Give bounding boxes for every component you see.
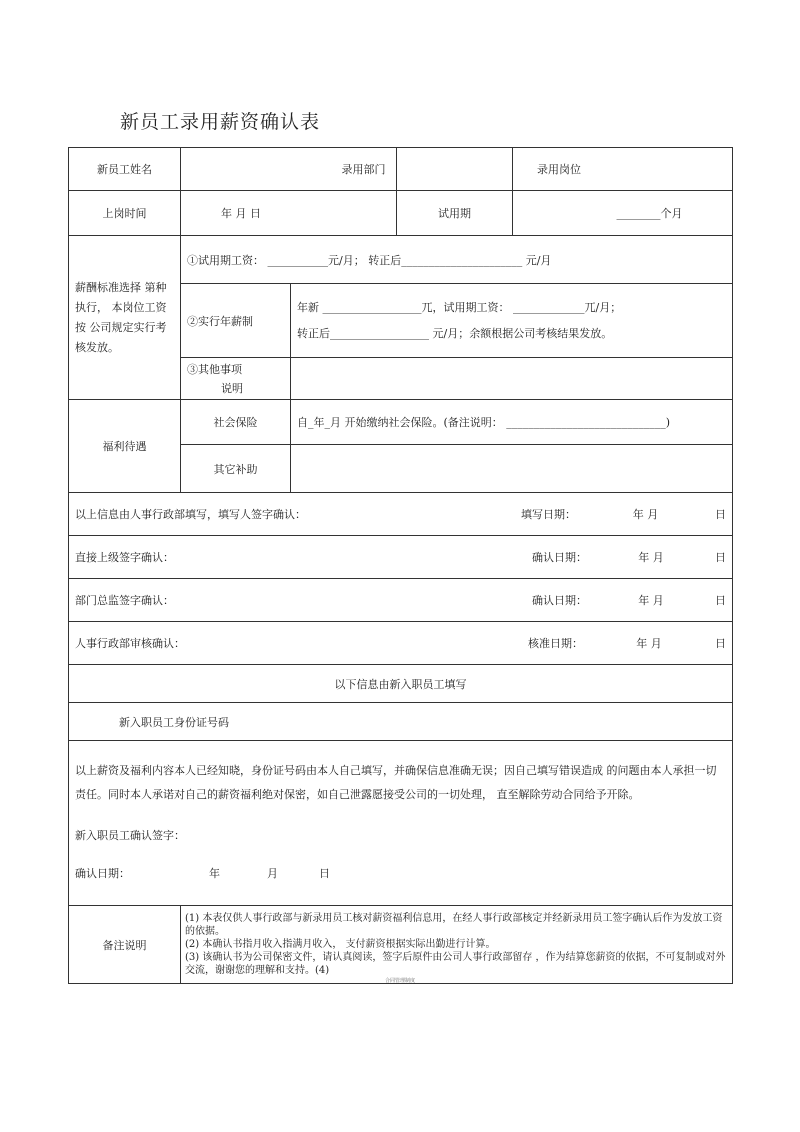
- id-number-row[interactable]: [69, 703, 733, 741]
- confirm-date-d: 日: [715, 594, 726, 607]
- confirm-date-label: 确认日期：: [532, 594, 587, 607]
- remark-item-1: (1) 本表仅供人事行政部与新录用员工核对薪资福利信息用，在经人事行政部核定并经新录用员工签字确认后作为发放工资的依据。: [185, 913, 723, 937]
- other-items-desc: 说明: [221, 381, 243, 395]
- id-number-label: 新入职员工身份证号码: [119, 715, 229, 729]
- confirm-row-director[interactable]: [69, 579, 733, 622]
- confirm-row-hr-review[interactable]: [69, 622, 733, 665]
- salary-option-3-label: [181, 358, 291, 400]
- salary-label: 薪酬标准选择 第种执行， 本岗位工资按 公司规定实行考核发放。: [69, 236, 181, 400]
- confirm-date: [532, 549, 726, 565]
- confirm-date-label: 确认日期：: [532, 551, 587, 564]
- salary-option-1[interactable]: ①试用期工资： ___________元/月； 转正后______________________ 元/月: [181, 236, 733, 284]
- dept-label: 录用部门: [341, 163, 386, 176]
- confirm-date: [532, 592, 726, 608]
- post-label: 录用岗位: [537, 163, 581, 176]
- confirm-date-label: 确认日期：: [75, 867, 130, 880]
- post-cell[interactable]: [513, 148, 733, 191]
- employee-statement-cell[interactable]: [69, 741, 733, 906]
- confirm-date-d: 日: [715, 508, 726, 521]
- dept-input[interactable]: [397, 148, 513, 191]
- welfare-label: 福利待遇: [69, 400, 181, 493]
- confirm-left: 人事行政部审核确认：: [75, 637, 185, 650]
- confirm-date-d: 日: [715, 551, 726, 564]
- remarks-content: [181, 906, 733, 984]
- other-items-label: ③其他事项: [187, 362, 242, 376]
- confirm-date-d: 日: [715, 637, 726, 650]
- trial-months[interactable]: ________个月: [513, 191, 733, 236]
- other-allowance-label: 其它补助: [181, 445, 291, 493]
- salary-form-table: [68, 147, 733, 984]
- confirm-date: [528, 635, 726, 651]
- name-dept-cell[interactable]: [181, 148, 397, 191]
- confirm-row-supervisor[interactable]: [69, 536, 733, 579]
- employee-sign-label: 新入职员工确认签字：: [75, 829, 185, 842]
- remark-item-3: (3) 该确认书为公司保密文件，请认真阅读，签字后原件由公司人事行政部留存 ，作为结算您薪资的依据，不可复制或对外交流，谢谢您的理解和支持。(4): [185, 952, 726, 976]
- other-items-input[interactable]: [291, 358, 733, 400]
- remark-item-2: (2) 本确认书指月收入指满月收入， 支付薪资根据实际出勤进行计算。: [185, 939, 496, 950]
- confirm-left: 部门总监签字确认：: [75, 594, 174, 607]
- social-insurance-label: 社会保险: [181, 400, 291, 445]
- name-label: 新员工姓名: [69, 148, 181, 191]
- remarks-label: 备注说明: [69, 906, 181, 984]
- confirm-day: 日: [319, 867, 330, 880]
- confirm-date-ym: 年 月: [636, 637, 662, 650]
- confirm-date-label: 填写日期：: [521, 508, 576, 521]
- confirm-date-ym: 年 月: [638, 551, 664, 564]
- social-insurance-text[interactable]: 自_年_月 开始缴纳社会保险。(备注说明： _____________________________): [291, 400, 733, 445]
- footer-text: 合同管理制度: [384, 978, 415, 984]
- confirm-left: 直接上级签字确认：: [75, 551, 174, 564]
- annual-salary-line-1: 年新 __________________兀，试用期工资： _____________兀/月；: [297, 300, 622, 314]
- confirm-year: 年: [209, 867, 220, 880]
- confirm-date-line: [75, 865, 726, 881]
- confirm-date-label: 核准日期：: [528, 637, 583, 650]
- confirm-left: 以上信息由人事行政部填写，填写人签字确认：: [75, 508, 306, 521]
- confirm-date-ym: 年 月: [632, 508, 659, 521]
- employee-section-header: 以下信息由新入职员工填写: [69, 665, 733, 703]
- annual-salary-line-2: 转正后__________________ 元/月；余额根据公司考核结果发放。: [297, 326, 613, 340]
- employee-statement: 以上薪资及福利内容本人已经知晓，身份证号码由本人自己填写，并确保信息准确无误；因自己填写错误造成 的问题由本人承担一切责任。同时本人承诺对自己的薪资福利绝对保密，如自己泄露愿接受公司的一切处理， 直至解除劳动合同给予开除。: [75, 764, 717, 801]
- start-label: 上岗时间: [69, 191, 181, 236]
- form-title: 新员工录用薪资确认表: [120, 111, 321, 133]
- confirm-month: 月: [267, 867, 278, 880]
- salary-option-2-detail[interactable]: [291, 284, 733, 358]
- confirm-date-ym: 年 月: [638, 594, 664, 607]
- confirm-row-hr-filler[interactable]: [69, 493, 733, 536]
- salary-option-2-label: ②实行年薪制: [181, 284, 291, 358]
- confirm-date: [521, 506, 726, 522]
- trial-label: 试用期: [397, 191, 513, 236]
- start-date[interactable]: 年 月 日: [181, 191, 397, 236]
- other-allowance-input[interactable]: [291, 445, 733, 493]
